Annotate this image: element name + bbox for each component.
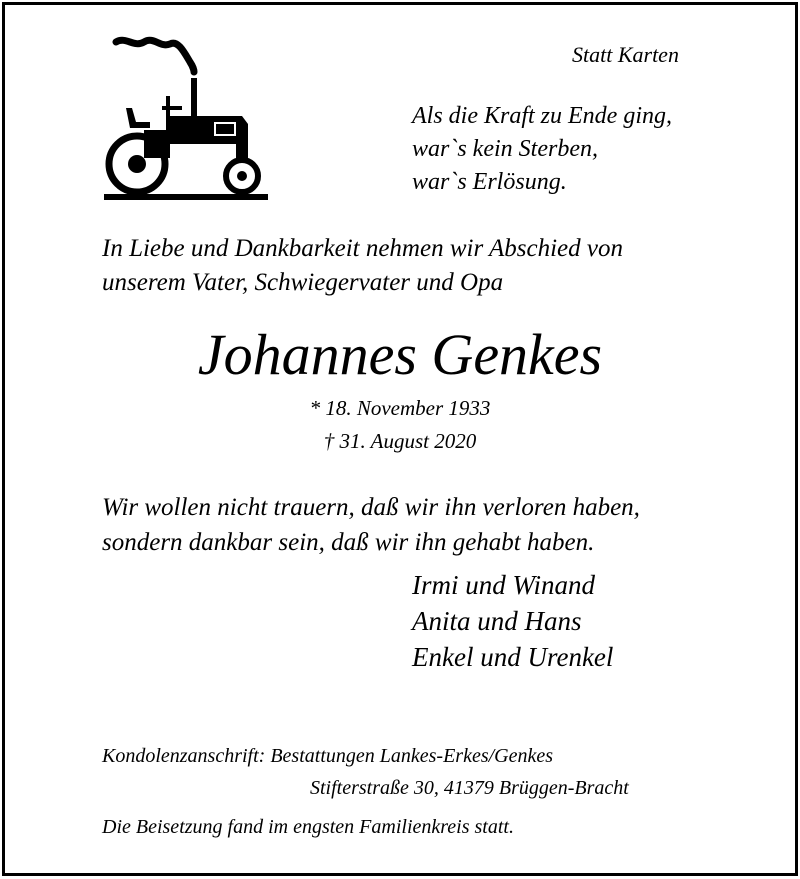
intro-line: In Liebe und Dankbarkeit nehmen wir Abschied von [102, 235, 623, 262]
quote-line: sondern dankbar sein, daß wir ihn gehabt haben. [102, 529, 595, 556]
death-date: † 31. August 2020 [323, 429, 477, 453]
quote-line: Wir wollen nicht trauern, daß wir ihn verloren haben, [102, 494, 640, 521]
mourner: Anita und Hans [412, 606, 582, 636]
mourner: Enkel und Urenkel [412, 642, 614, 672]
mourners-list [412, 567, 613, 675]
motto [412, 100, 672, 199]
deceased-name: Johannes Genkes [197, 322, 603, 387]
mourner: Irmi und Winand [412, 570, 596, 600]
birth-date: * 18. November 1933 [309, 396, 491, 420]
motto-line: Als die Kraft zu Ende ging, [412, 103, 672, 129]
burial-note: Die Beisetzung fand im engsten Familienkreis statt. [102, 816, 514, 838]
header-note: Statt Karten [572, 42, 679, 67]
condolence-street: Stifterstraße 30, 41379 Brüggen-Bracht [310, 777, 629, 799]
tractor-icon [104, 34, 268, 204]
condolence-line: Kondolenzanschrift: Bestattungen Lankes-Erkes/Genkes [102, 745, 554, 767]
motto-line: war`s Erlösung. [412, 169, 567, 195]
intro-text [102, 232, 623, 300]
motto-line: war`s kein Sterben, [412, 136, 598, 162]
condolence-address [102, 740, 629, 804]
intro-line: unserem Vater, Schwiegervater und Opa [102, 269, 504, 296]
quote [102, 490, 640, 560]
